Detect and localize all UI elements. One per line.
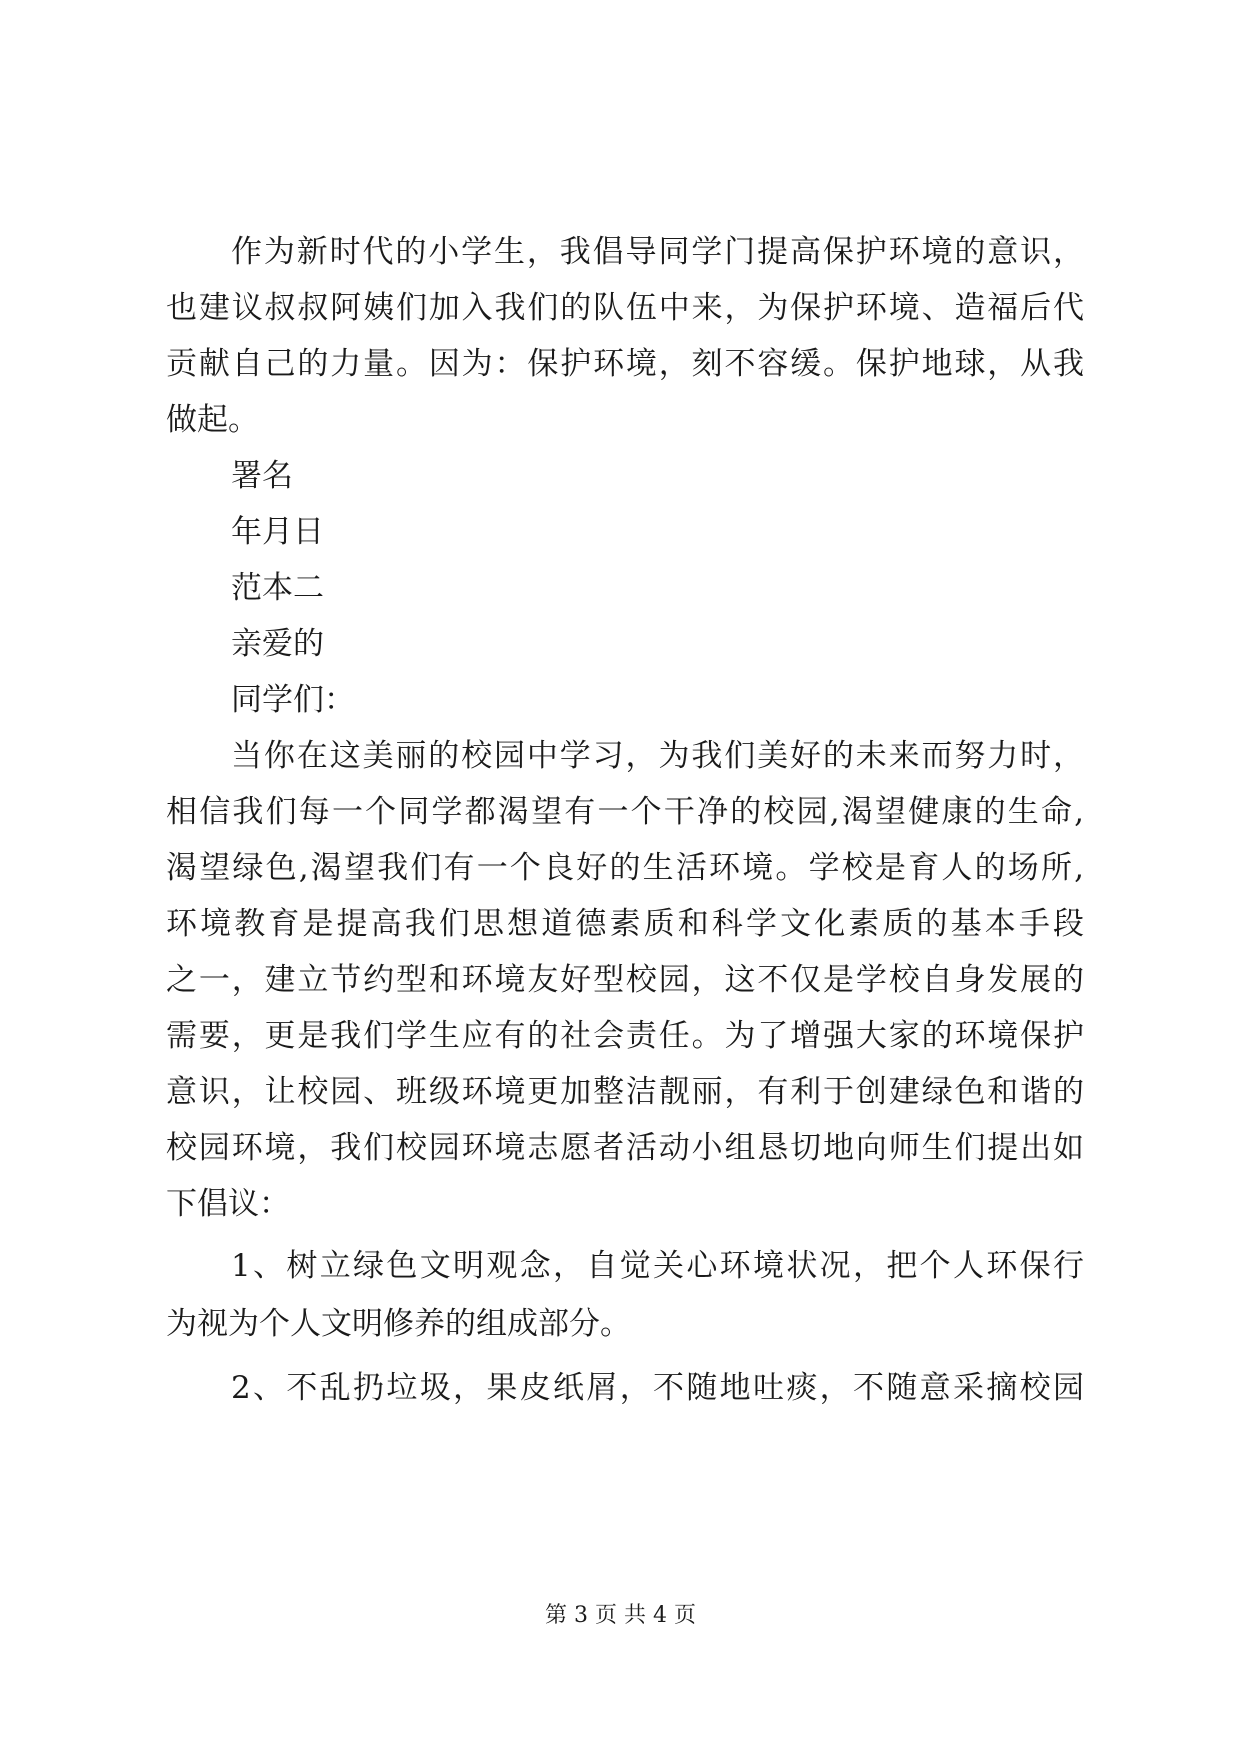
- salutation: 同学们：: [231, 682, 355, 718]
- section-heading: 范本二: [231, 570, 324, 606]
- paragraph-line: 环境教育是提高我们思想道德素质和科学文化素质的基本手段: [166, 906, 1084, 942]
- paragraph-line: 渴望绿色,渴望我们有一个良好的生活环境。学校是育人的场所,: [166, 850, 1084, 886]
- page-number-footer: 第 3 页 共 4 页: [545, 1603, 696, 1628]
- list-item: 2、不乱扔垃圾，果皮纸屑，不随地吐痰，不随意采摘校园: [231, 1370, 1084, 1406]
- paragraph-line: 也建议叔叔阿姨们加入我们的队伍中来，为保护环境、造福后代: [166, 290, 1084, 326]
- paragraph-line: 校园环境，我们校园环境志愿者活动小组恳切地向师生们提出如: [166, 1130, 1084, 1166]
- paragraph-line: 作为新时代的小学生，我倡导同学门提高保护环境的意识，: [231, 234, 1084, 270]
- paragraph-line: 做起。: [166, 402, 259, 438]
- paragraph-line: 意识，让校园、班级环境更加整洁靓丽，有利于创建绿色和谐的: [166, 1074, 1084, 1110]
- paragraph-line: 之一，建立节约型和环境友好型校园，这不仅是学校自身发展的: [166, 962, 1084, 998]
- signature-label: 署名: [231, 458, 293, 494]
- list-item: 为视为个人文明修养的组成部分。: [166, 1306, 631, 1342]
- date-line: 年月日: [231, 514, 324, 550]
- salutation: 亲爱的: [231, 626, 324, 662]
- paragraph-line: 当你在这美丽的校园中学习，为我们美好的未来而努力时，: [231, 738, 1084, 774]
- paragraph-line: 需要，更是我们学生应有的社会责任。为了增强大家的环境保护: [166, 1018, 1084, 1054]
- paragraph-line: 下倡议：: [166, 1186, 290, 1222]
- paragraph-line: 贡献自己的力量。因为：保护环境，刻不容缓。保护地球，从我: [166, 346, 1084, 382]
- list-item: 1、树立绿色文明观念，自觉关心环境状况，把个人环保行: [231, 1248, 1084, 1284]
- paragraph-line: 相信我们每一个同学都渴望有一个干净的校园,渴望健康的生命,: [166, 794, 1084, 830]
